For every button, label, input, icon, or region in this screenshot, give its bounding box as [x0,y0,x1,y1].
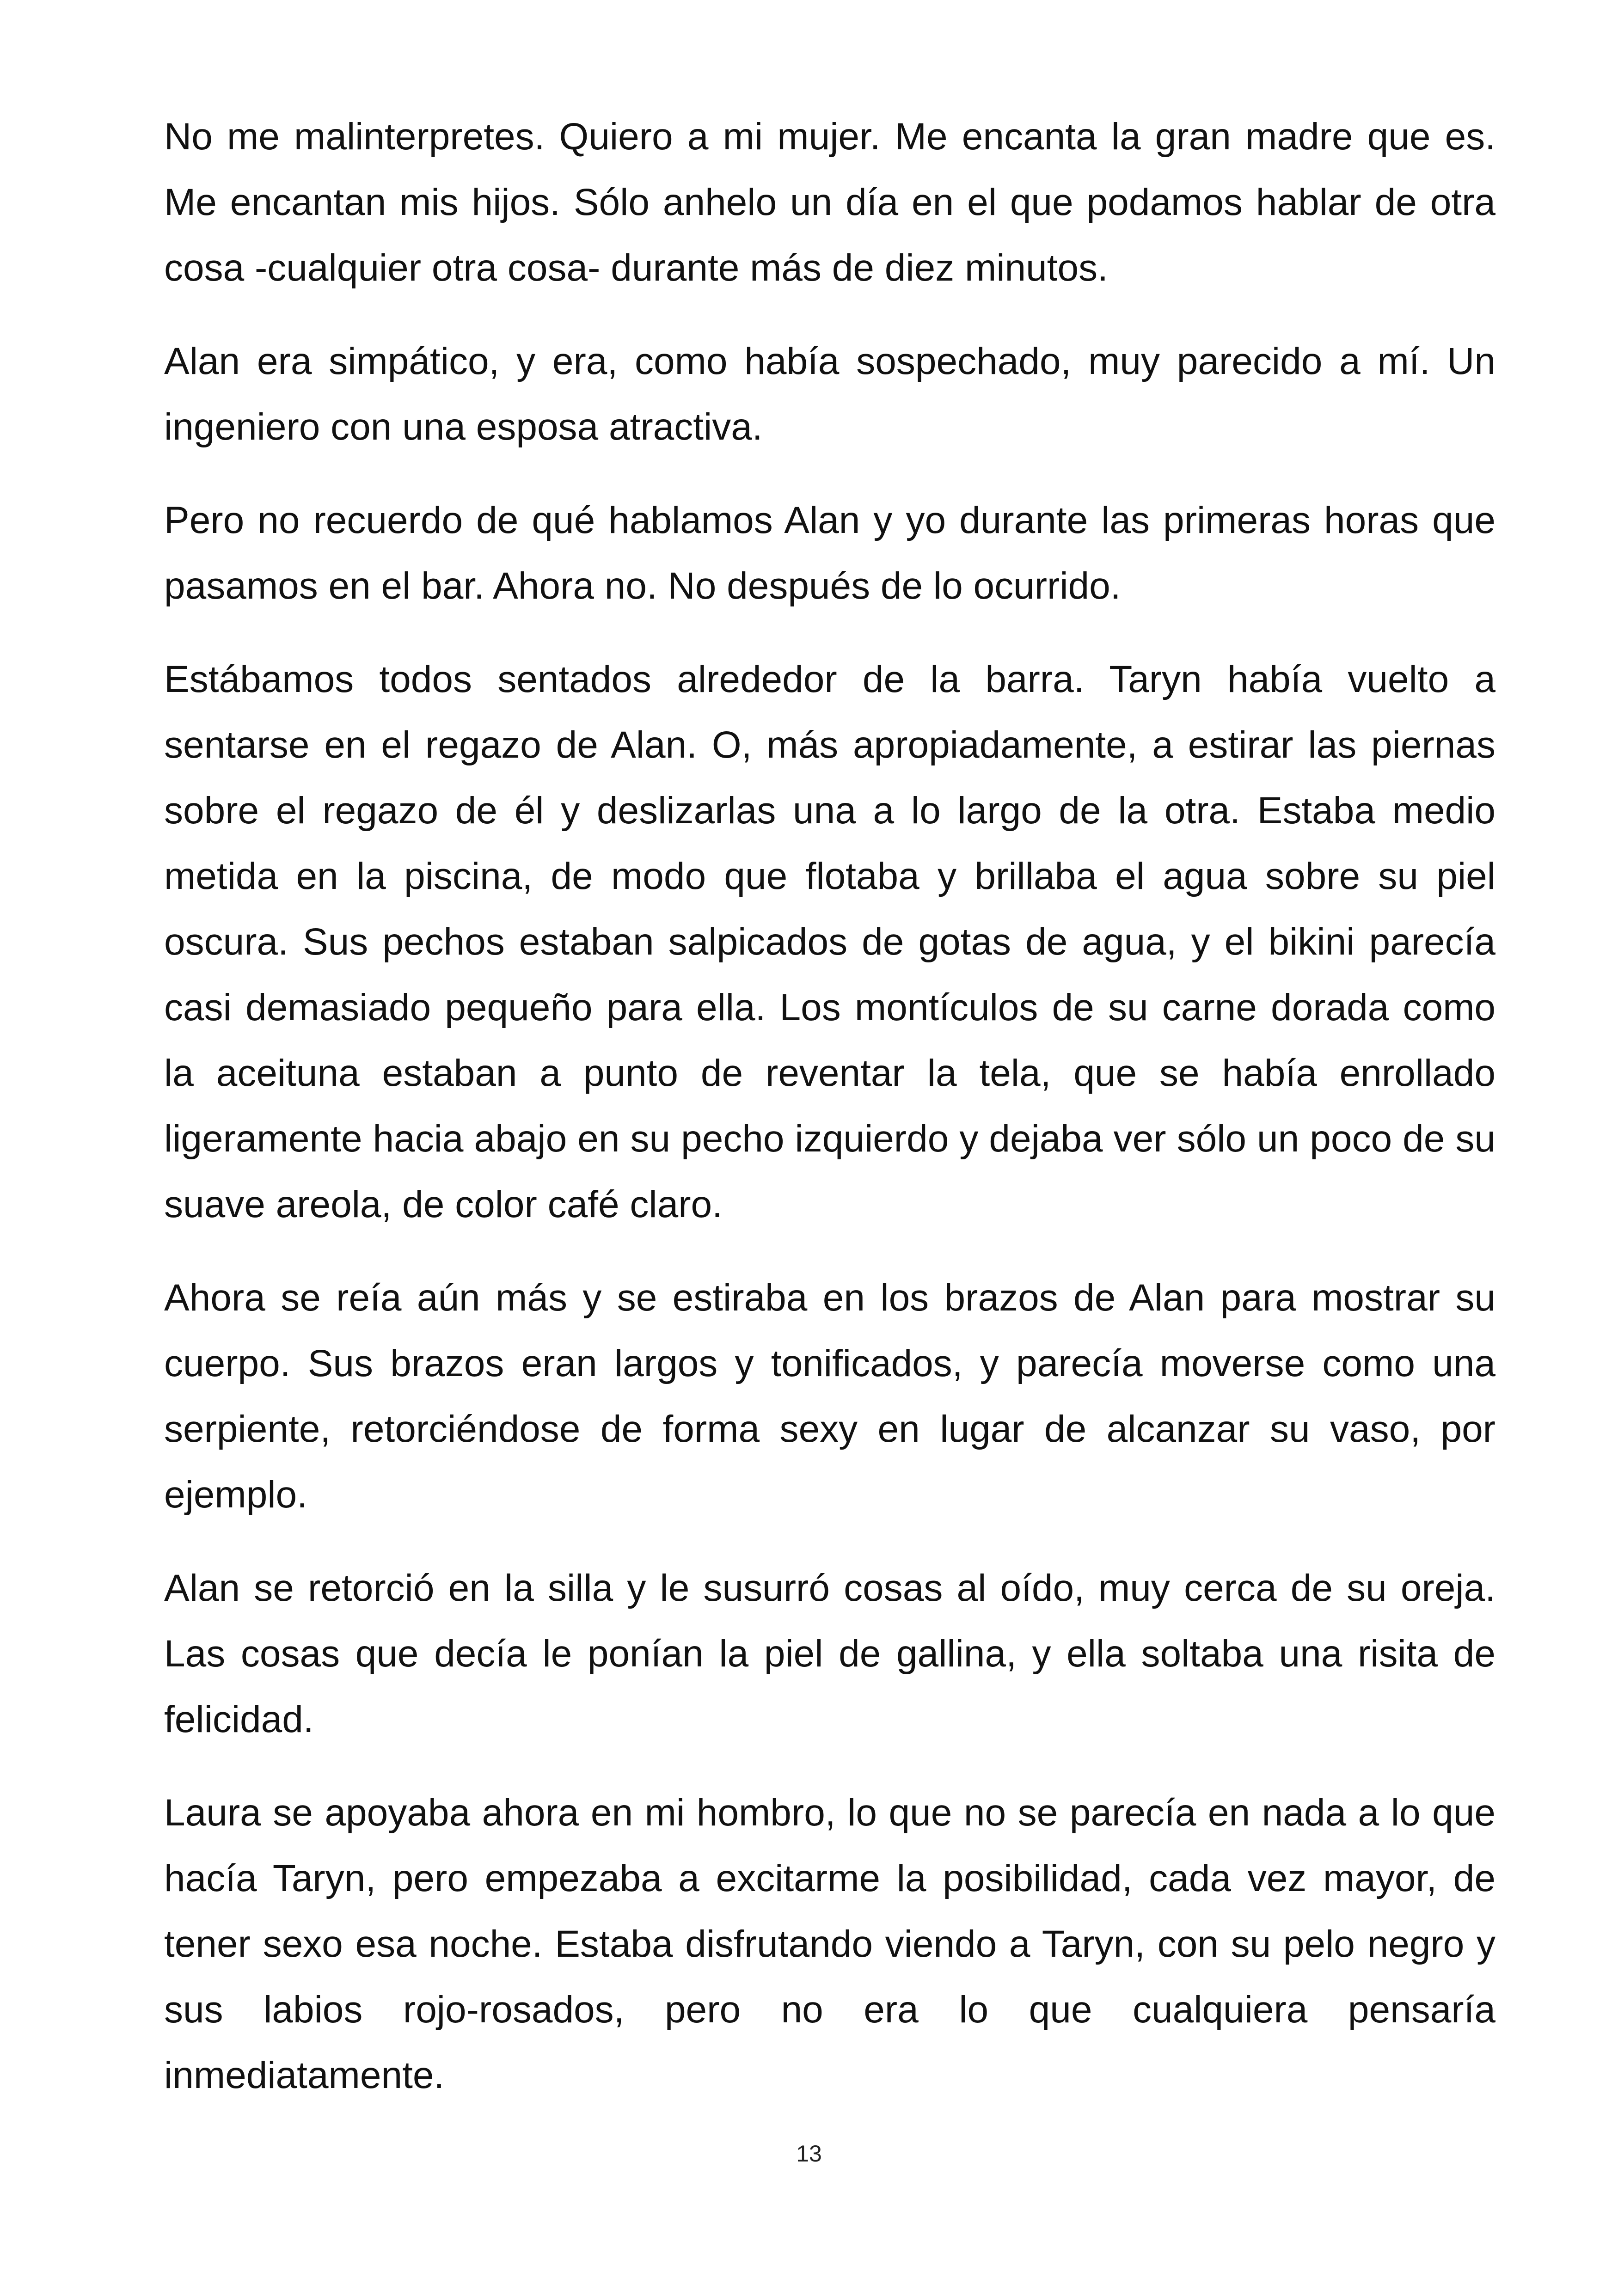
paragraph: Pero no recuerdo de qué hablamos Alan y yo durante las primeras horas que pasamos en el bar. Ahora no. No después de lo ocurrido. [164,499,1495,607]
paragraph: Alan era simpático, y era, como había sospechado, muy parecido a mí. Un ingeniero con una esposa atractiva. [164,340,1495,448]
paragraph: Ahora se reía aún más y se estiraba en los brazos de Alan para mostrar su cuerpo. Sus brazos eran largos y tonificados, y parecía moverse como una serpiente, retorciéndose de forma sexy en lugar de alcanzar su vaso, por ejemplo. [164,1277,1495,1516]
paragraph: Alan se retorció en la silla y le susurró cosas al oído, muy cerca de su oreja. Las cosas que decía le ponían la piel de gallina, y ella soltaba una risita de felicidad. [164,1567,1495,1740]
paragraph: Laura se apoyaba ahora en mi hombro, lo que no se parecía en nada a lo que hacía Taryn, pero empezaba a excitarme la posibilidad, cada vez mayor, de tener sexo esa noche. Estaba disfrutando viendo a Taryn, con su pelo negro y sus labios rojo-rosados, pero no era lo que cualquiera pensaría inmediatamente. [164,1792,1495,2096]
paragraph: Estábamos todos sentados alrededor de la barra. Taryn había vuelto a sentarse en el regazo de Alan. O, más apropiadamente, a estirar las piernas sobre el regazo de él y deslizarlas una a lo largo de la otra. Estaba medio metida en la piscina, de modo que flotaba y brillaba el agua sobre su piel oscura. Sus pechos estaban salpicados de gotas de agua, y el bikini parecía casi demasiado pequeño para ella. Los montículos de su carne dorada como la aceituna estaban a punto de reventar la tela, que se había enrollado ligeramente hacia abajo en su pecho izquierdo y dejaba ver sólo un poco de su suave areola, de color café claro. [164,658,1495,1225]
paragraph: No me malinterpretes. Quiero a mi mujer. Me encanta la gran madre que es. Me encantan mis hijos. Sólo anhelo un día en el que podamos hablar de otra cosa -cualquier otra cosa- durante más de diez minutos. [164,116,1495,289]
body-text [164,104,1495,2136]
page-number: 13 [796,2141,822,2167]
